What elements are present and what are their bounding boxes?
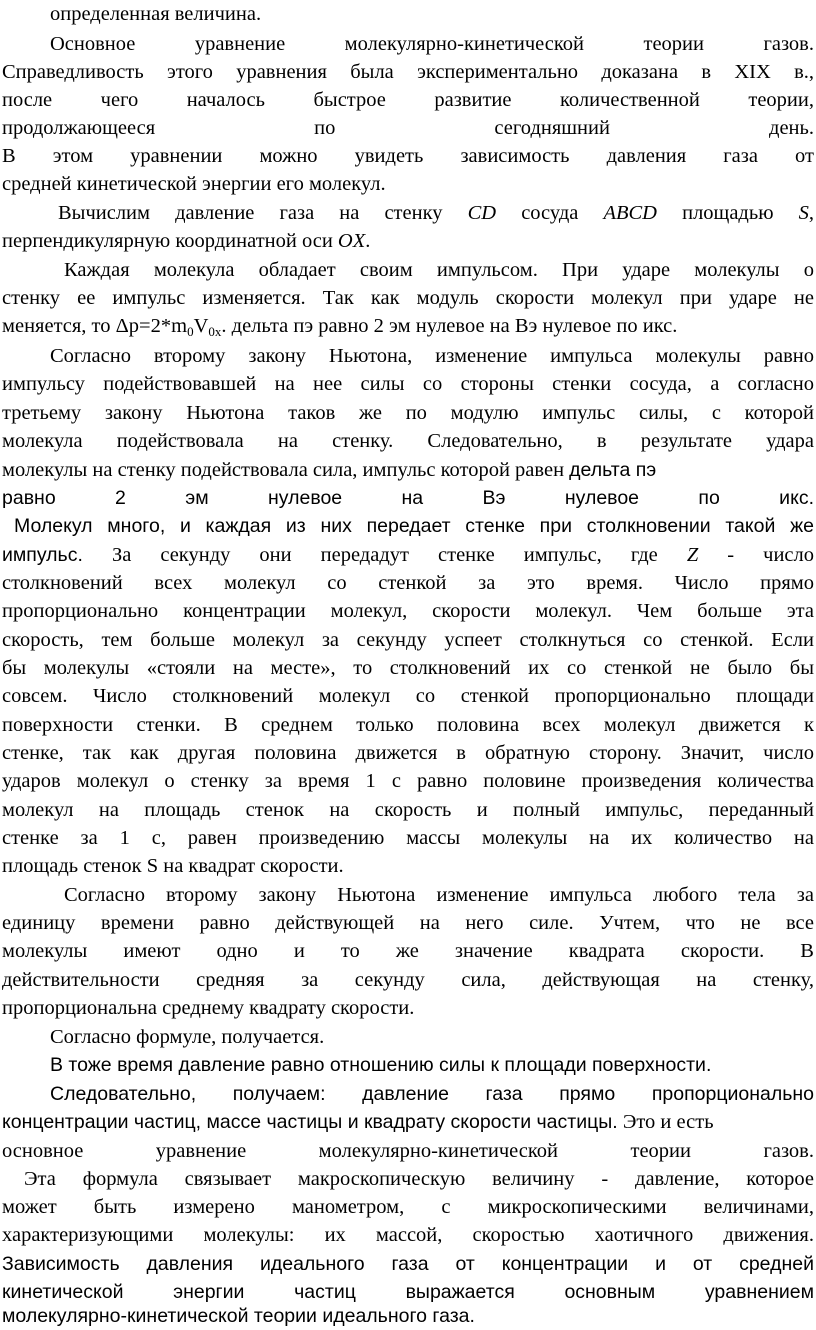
text-line: определенная величина. [50,3,262,25]
text-line [2,541,814,569]
text-line: Эта формула связывает макроскопическую величину - давление, которое [24,1168,814,1190]
text-line-momentum [2,312,814,340]
text-segment-sans: импульс. [2,544,83,566]
text-line: молекулы имеют одно и то же значение квадрата скорости. В [2,940,814,962]
area-symbol: S [798,202,809,224]
text-segment-sans: концентрации частиц, массе частицы и квадрату скорости частицы. [2,1111,618,1133]
text-line: характеризующими молекулы: их массой, скоростью хаотичного движения. [2,1224,814,1246]
text-segment: Это и есть [622,1111,714,1133]
vessel-word: сосуда [521,202,579,224]
text-segment: молекулы на стенку подействовала сила, импульс которой равен [2,459,565,481]
text-line: пропорциональна среднему квадрату скорости. [2,997,415,1019]
text-line [2,1108,814,1136]
text-line: Молекул много, и каждая из них передает стенке при столкновении такой же [14,515,814,537]
text-line: Справедливость этого уравнения была экспериментально доказана в XIX в., [2,61,814,83]
comma: , [808,202,814,224]
text-line: продолжающееся по сегодняшний день. [2,117,814,139]
text-line: площадь стенок S на квадрат скорости. [2,855,344,877]
text-line: после чего началось быстрое развитие количественной теории, [2,89,814,111]
text-line: стенку ее импульс изменяется. Так как модуль скорости молекул при ударе не [2,287,814,309]
text-line: равно 2 эм нулевое на Вэ нулевое по икс. [2,487,814,509]
text-line: совсем. Число столкновений молекул со стенкой пропорционально площади [2,685,814,707]
text-line: В тоже время давление равно отношению силы к площади поверхности. [50,1054,712,1076]
area-word: площадью [682,202,774,224]
momentum-prefix: меняется, то [2,315,111,337]
text-line: стенке, так как другая половина движется в обратную сторону. Значит, число [2,742,814,764]
text-line: Каждая молекула обладает своим импульсом. При ударе молекулы о [64,259,814,281]
text-line: скорость, тем больше молекул за секунду успеет столкнуться со стенкой. Если [2,629,814,651]
text-line: молекул на площадь стенок на скорость и полный импульс, переданный [2,799,814,821]
text-line: кинетической энергии частиц выражается основным уравнением [2,1281,814,1303]
text-line: столкновений всех молекул со стенкой за это время. Число прямо [2,572,814,594]
text-line: действительности средняя за секунду сила, действующая на стенку, [2,969,814,991]
text-line: Следовательно, получаем: давление газа прямо пропорционально [50,1083,814,1105]
text-line [2,227,814,255]
momentum-formula: $\Delta p=2*m_0V_{0x}$. [115,315,227,339]
text-line: средней кинетической энергии его молекул. [2,173,386,195]
text-segment-sans: дельта пэ [569,459,657,481]
text-line: основное уравнение молекулярно-кинетической теории газов. [2,1140,814,1162]
text-line: бы молекулы «стояли на месте», то столкновений их со стенкой не было бы [2,657,814,679]
momentum-words: дельта пэ равно 2 эм нулевое на Вэ нулевое по икс. [231,315,678,337]
text-segment: - число [727,544,814,566]
dot: . [365,230,371,252]
pressure-prefix: Вычислим давление газа на стенку [58,202,443,224]
axis-text: перпендикулярную координатной оси [2,230,333,252]
text-line-pressure [58,199,814,227]
text-line: поверхности стенки. В среднем только половина всех молекул движется к [2,714,814,736]
text-line: пропорционально концентрации молекул, скорости молекул. Чем больше эта [2,600,814,622]
text-line: Зависимость давления идеального газа от концентрации и от средней [2,1253,814,1275]
text-line: ударов молекул о стенку за время 1 с равно половине произведения количества [2,770,814,792]
vessel-symbol: ABCD [603,202,657,224]
wall-symbol: CD [467,202,497,224]
text-line: может быть измерено манометром, с микроскопическими величинами, [2,1196,814,1218]
text-line: молекулярно-кинетической теории идеального газа. [2,1305,475,1327]
text-line: В этом уравнении можно увидеть зависимость давления газа от [2,145,814,167]
text-line: импульсу подействовавшей на нее силы со стороны стенки сосуда, а согласно [2,373,814,395]
text-segment: За секунду они передадут стенке импульс, где [111,544,658,566]
text-line: третьему закону Ньютона таков же по модулю импульс силы, с которой [2,402,814,424]
text-line: единицу времени равно действующей на него силе. Учтем, что не все [2,912,814,934]
text-line [2,456,814,484]
text-line: Согласно второму закону Ньютона изменение импульса любого тела за [64,884,814,906]
text-line: Основное уравнение молекулярно-кинетической теории газов. [50,33,814,55]
axis-symbol: OX [337,230,366,252]
text-line: Согласно второму закону Ньютона, изменение импульса молекулы равно [50,345,814,367]
z-symbol: Z [686,544,699,566]
text-line: Согласно формуле, получается. [50,1026,325,1048]
text-line: молекула подействовала на стенку. Следовательно, в результате удара [2,430,814,452]
text-line: стенке за 1 с, равен произведению массы молекулы на их количество на [2,827,814,849]
